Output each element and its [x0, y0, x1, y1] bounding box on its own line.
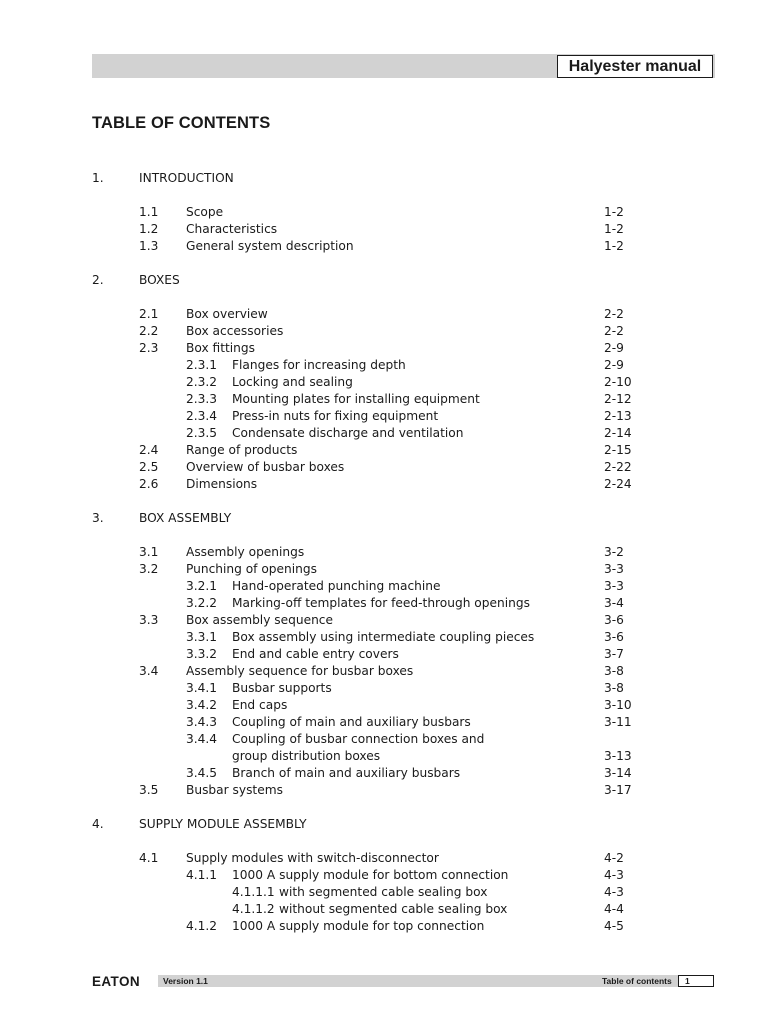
toc-entry[interactable] [0, 901, 768, 918]
toc-entry-title: 1000 A supply module for top connection [232, 919, 485, 933]
manual-title: Halyester manual [557, 55, 713, 78]
toc-entry-title: BOXES [139, 273, 180, 287]
toc-entry-page: 1-2 [604, 205, 624, 219]
toc-entry-number: 2.6 [139, 477, 159, 491]
toc-entry[interactable] [0, 204, 768, 221]
toc-entry-number: 3.4.5 [186, 766, 218, 780]
toc-entry[interactable] [0, 510, 768, 527]
toc-entry-number: 3.4 [139, 664, 159, 678]
toc-entry-page: 2-22 [604, 460, 632, 474]
toc-entry-title: Flanges for increasing depth [232, 358, 406, 372]
toc-entry-page: 3-14 [604, 766, 632, 780]
toc-entry-page: 3-8 [604, 664, 624, 678]
toc-entry-title: Supply modules with switch-disconnector [186, 851, 439, 865]
toc-entry-title: Dimensions [186, 477, 258, 491]
toc-entry-title: Busbar supports [232, 681, 332, 695]
toc-entry-title: Branch of main and auxiliary busbars [232, 766, 461, 780]
toc-entry-number: 2.2 [139, 324, 159, 338]
toc-entry-title: Busbar systems [186, 783, 283, 797]
toc-entry-page: 3-11 [604, 715, 632, 729]
toc-entry-number: 4.1.1.1 [232, 885, 275, 899]
footer-version: Version 1.1 [163, 976, 208, 986]
toc-entry[interactable] [0, 323, 768, 340]
toc-entry-number: 1.2 [139, 222, 159, 236]
toc-entry[interactable] [0, 697, 768, 714]
toc-entry[interactable] [0, 663, 768, 680]
toc-entry-page: 3-17 [604, 783, 632, 797]
toc-entry-number: 3. [92, 511, 104, 525]
footer-section: Table of contents [602, 976, 672, 986]
toc-entry-number: 2.5 [139, 460, 159, 474]
toc-entry[interactable] [0, 816, 768, 833]
eaton-logo [92, 973, 142, 989]
toc-entry-number: 2.3.2 [186, 375, 218, 389]
toc-entry-title: Hand-operated punching machine [232, 579, 441, 593]
toc-entry-page: 3-3 [604, 579, 624, 593]
toc-entry-page: 1-2 [604, 222, 624, 236]
toc-entry-title: Range of products [186, 443, 298, 457]
toc-entry-number: 1.1 [139, 205, 159, 219]
toc-entry-title: Condensate discharge and ventilation [232, 426, 464, 440]
toc-entry-page: 2-2 [604, 307, 624, 321]
toc-entry[interactable] [0, 850, 768, 867]
toc-entry-title: Overview of busbar boxes [186, 460, 345, 474]
toc-entry[interactable] [0, 357, 768, 374]
toc-entry-number: 3.4.3 [186, 715, 218, 729]
toc-entry-title: with segmented cable sealing box [279, 885, 488, 899]
toc-entry-title: Locking and sealing [232, 375, 353, 389]
toc-entry-page: 3-6 [604, 630, 624, 644]
toc-entry-page: 2-24 [604, 477, 632, 491]
toc-entry-title: 1000 A supply module for bottom connection [232, 868, 509, 882]
toc-entry[interactable] [0, 748, 768, 765]
toc-entry-title: SUPPLY MODULE ASSEMBLY [139, 817, 307, 831]
eaton-logo-text: EATON [92, 974, 141, 989]
toc-entry-title: General system description [186, 239, 354, 253]
toc-entry-title: Scope [186, 205, 224, 219]
toc-entry[interactable] [0, 408, 768, 425]
toc-entry-number: 4.1 [139, 851, 159, 865]
toc-entry-number: 1. [92, 171, 104, 185]
toc-entry[interactable] [0, 561, 768, 578]
toc-entry-title: End and cable entry covers [232, 647, 399, 661]
toc-entry-number: 2.4 [139, 443, 159, 457]
toc-entry[interactable] [0, 476, 768, 493]
toc-entry-page: 2-14 [604, 426, 632, 440]
toc-entry[interactable] [0, 867, 768, 884]
toc-entry-number: 1.3 [139, 239, 159, 253]
toc-entry-title: Box overview [186, 307, 268, 321]
toc-entry-title: BOX ASSEMBLY [139, 511, 232, 525]
toc-heading: TABLE OF CONTENTS [92, 114, 271, 132]
toc-entry-number: 4.1.1.2 [232, 902, 275, 916]
toc-entry-number: 3.3.2 [186, 647, 218, 661]
toc-entry-title: without segmented cable sealing box [279, 902, 508, 916]
toc-entry-title: Assembly openings [186, 545, 305, 559]
toc-entry-page: 2-13 [604, 409, 632, 423]
toc-entry[interactable] [0, 442, 768, 459]
toc-entry-page: 3-13 [604, 749, 632, 763]
toc-entry-number: 3.2 [139, 562, 159, 576]
toc-entry-title: Press-in nuts for fixing equipment [232, 409, 439, 423]
toc-entry-number: 3.3 [139, 613, 159, 627]
toc-entry[interactable] [0, 459, 768, 476]
toc-entry-page: 3-3 [604, 562, 624, 576]
toc-entry-title: Punching of openings [186, 562, 317, 576]
toc-entry[interactable] [0, 680, 768, 697]
toc-entry-title: Box assembly sequence [186, 613, 334, 627]
toc-entry-page: 4-4 [604, 902, 624, 916]
toc-entry[interactable] [0, 578, 768, 595]
toc-entry-page: 4-3 [604, 868, 624, 882]
toc-entry-number: 4.1.1 [186, 868, 218, 882]
toc-entry-page: 3-2 [604, 545, 624, 559]
toc-entry-number: 3.2.1 [186, 579, 218, 593]
toc-entry-title: Box accessories [186, 324, 284, 338]
toc-entry[interactable] [0, 306, 768, 323]
toc-entry[interactable] [0, 425, 768, 442]
toc-entry-title: Coupling of busbar connection boxes and [232, 732, 485, 746]
toc-entry-page: 4-5 [604, 919, 624, 933]
toc-entry[interactable] [0, 272, 768, 289]
toc-entry-number: 2.1 [139, 307, 159, 321]
toc-entry-number: 3.2.2 [186, 596, 218, 610]
toc-entry-title: Box assembly using intermediate coupling pieces [232, 630, 535, 644]
toc-entry[interactable] [0, 629, 768, 646]
toc-entry-number: 3.1 [139, 545, 159, 559]
toc-entry-number: 2.3.5 [186, 426, 218, 440]
toc-entry-title: End caps [232, 698, 288, 712]
toc-entry-page: 3-10 [604, 698, 632, 712]
toc-entry[interactable] [0, 782, 768, 799]
toc-entry-page: 2-12 [604, 392, 632, 406]
toc-entry-title: Characteristics [186, 222, 278, 236]
toc-entry[interactable] [0, 731, 768, 748]
toc-entry-page: 2-9 [604, 358, 624, 372]
toc-entry-number: 2.3.3 [186, 392, 218, 406]
toc-entry-title: Box fittings [186, 341, 255, 355]
toc-entry-title: INTRODUCTION [139, 171, 234, 185]
toc-entry-page: 4-3 [604, 885, 624, 899]
toc-entry[interactable] [0, 918, 768, 935]
toc-entry[interactable] [0, 765, 768, 782]
toc-entry-title: Assembly sequence for busbar boxes [186, 664, 414, 678]
toc-entry-number: 3.4.2 [186, 698, 218, 712]
toc-entry-number: 2.3.4 [186, 409, 218, 423]
toc-entry-title: Coupling of main and auxiliary busbars [232, 715, 471, 729]
toc-entry[interactable] [0, 595, 768, 612]
footer-page-number: 1 [678, 975, 714, 987]
toc-entry[interactable] [0, 340, 768, 357]
toc-entry[interactable] [0, 221, 768, 238]
toc-entry-number: 2.3.1 [186, 358, 218, 372]
toc-entry-page: 3-4 [604, 596, 624, 610]
toc-entry-number: 3.5 [139, 783, 159, 797]
toc-entry-page: 1-2 [604, 239, 624, 253]
toc-entry-number: 3.4.1 [186, 681, 218, 695]
toc-entry-page: 2-2 [604, 324, 624, 338]
toc-entry-title: group distribution boxes [232, 749, 381, 763]
toc-entry[interactable] [0, 170, 768, 187]
toc-entry-page: 2-9 [604, 341, 624, 355]
toc-entry-number: 3.4.4 [186, 732, 218, 746]
toc-entry[interactable] [0, 612, 768, 629]
toc-entry-page: 3-7 [604, 647, 624, 661]
toc-entry-page: 3-8 [604, 681, 624, 695]
toc-entry[interactable] [0, 374, 768, 391]
toc-entry[interactable] [0, 544, 768, 561]
toc-entry[interactable] [0, 391, 768, 408]
toc-entry-number: 3.3.1 [186, 630, 218, 644]
toc-entry-number: 4. [92, 817, 104, 831]
toc-entry-title: Marking-off templates for feed-through openings [232, 596, 530, 610]
toc-entry-page: 4-2 [604, 851, 624, 865]
toc-entry[interactable] [0, 646, 768, 663]
toc-entry-title: Mounting plates for installing equipment [232, 392, 480, 406]
toc-entry-number: 2. [92, 273, 104, 287]
toc-entry[interactable] [0, 884, 768, 901]
toc-entry-page: 2-15 [604, 443, 632, 457]
toc-entry[interactable] [0, 714, 768, 731]
toc-entry-page: 3-6 [604, 613, 624, 627]
toc-entry[interactable] [0, 238, 768, 255]
toc-entry-number: 4.1.2 [186, 919, 218, 933]
toc-entry-number: 2.3 [139, 341, 159, 355]
toc-entry-page: 2-10 [604, 375, 632, 389]
